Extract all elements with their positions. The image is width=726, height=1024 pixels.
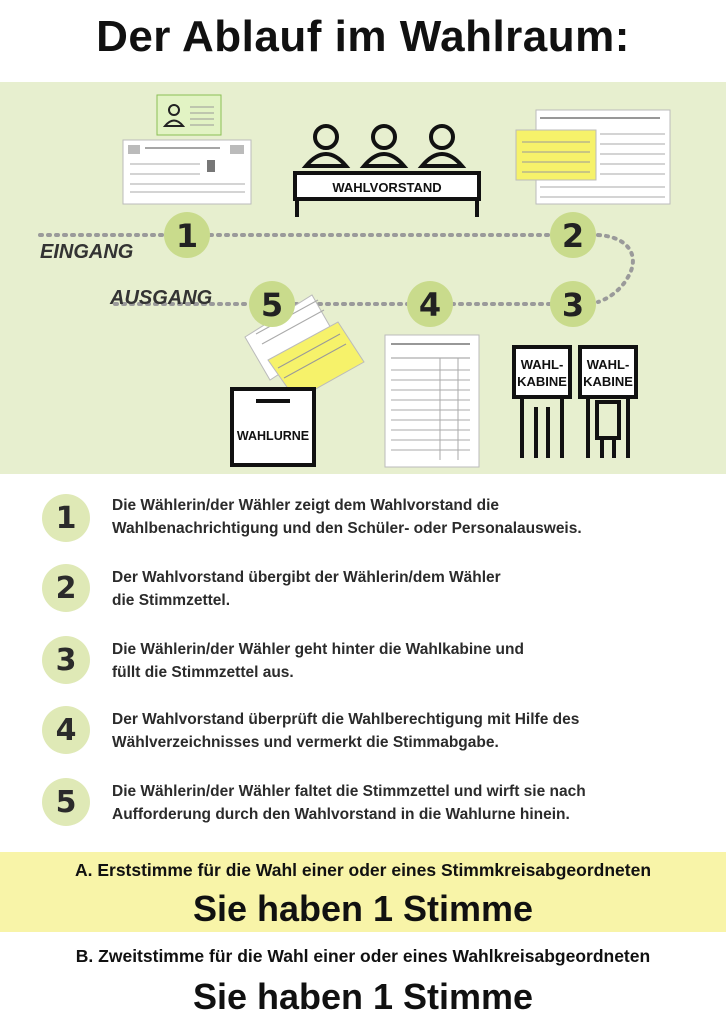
step-item-5 <box>0 778 726 838</box>
entrance-label: EINGANG <box>40 241 134 263</box>
step-item-1 <box>0 494 726 554</box>
diagram-step-4-number: 4 <box>418 286 442 324</box>
voter-register-icon <box>385 335 479 467</box>
exit-label: AUSGANG <box>110 287 213 309</box>
diagram-step-2 <box>550 212 596 258</box>
step-description-line2: Aufforderung durch den Wahlvorstand in die Wahlurne hinein. <box>112 806 570 823</box>
id-card-icon <box>157 95 221 135</box>
diagram-step-1 <box>164 212 210 258</box>
step-description <box>112 494 702 540</box>
step-description <box>112 708 702 754</box>
election-board-label: WAHLVORSTAND <box>332 180 442 195</box>
step-item-2 <box>0 564 726 624</box>
step-item-4 <box>0 706 726 766</box>
voting-booth-label-2-line2: KABINE <box>583 374 633 389</box>
process-diagram-svg <box>0 82 726 474</box>
step-description-line2: die Stimmzettel. <box>112 592 230 609</box>
polling-process-diagram <box>0 82 726 474</box>
diagram-step-5-number: 5 <box>260 286 284 324</box>
step-number-badge: 1 <box>42 494 90 542</box>
diagram-step-5 <box>249 281 295 327</box>
step-number-badge: 4 <box>42 706 90 754</box>
first-vote-section <box>0 852 726 932</box>
step-description-line2: füllt die Stimmzettel aus. <box>112 664 294 681</box>
second-vote-count: Sie haben 1 Stimme <box>192 976 534 1017</box>
steps-list <box>0 474 726 854</box>
step-description-line1: Die Wählerin/der Wähler zeigt dem Wahlvorstand die <box>112 497 499 514</box>
first-vote-heading: A. Erststimme für die Wahl einer oder eines Stimmkreisabgeordneten <box>74 860 652 880</box>
step-description-line1: Die Wählerin/der Wähler faltet die Stimmzettel und wirft sie nach <box>112 783 586 800</box>
step-item-3 <box>0 636 726 696</box>
ballot-papers-icon <box>516 110 670 204</box>
ballot-box-icon <box>232 389 314 465</box>
ballot-box-label: WAHLURNE <box>236 429 310 443</box>
diagram-step-1-number: 1 <box>175 217 199 255</box>
voting-booth-label-1-line1: WAHL- <box>520 357 564 372</box>
step-description-line1: Der Wahlvorstand überprüft die Wahlberechtigung mit Hilfe des <box>112 711 580 728</box>
step-number-badge: 5 <box>42 778 90 826</box>
step-number-badge: 3 <box>42 636 90 684</box>
diagram-step-3-number: 3 <box>561 286 585 324</box>
voting-booth-label-1-line2: KABINE <box>517 374 567 389</box>
step-description-line1: Die Wählerin/der Wähler geht hinter die Wahlkabine und <box>112 641 524 658</box>
step-description <box>112 780 702 826</box>
step-description-line1: Der Wahlvorstand übergibt der Wählerin/dem Wähler <box>112 569 501 586</box>
step-description-line2: Wahlbenachrichtigung und den Schüler- oder Personalausweis. <box>112 520 582 537</box>
step-description <box>112 566 702 612</box>
election-board-icon <box>295 126 479 217</box>
step-number-badge: 2 <box>42 564 90 612</box>
voting-booth-label-2-line1: WAHL- <box>586 357 630 372</box>
step-description-line2: Wählverzeichnisses und vermerkt die Stimmabgabe. <box>112 734 499 751</box>
second-vote-heading: B. Zweitstimme für die Wahl einer oder eines Wahlkreisabgeordneten <box>75 946 651 966</box>
diagram-step-4 <box>407 281 453 327</box>
step-description <box>112 638 702 684</box>
first-vote-count: Sie haben 1 Stimme <box>192 888 534 929</box>
second-vote-section <box>0 932 726 1024</box>
page-title: Der Ablauf im Wahlraum: <box>96 12 630 61</box>
voting-notification-card-icon <box>123 140 251 204</box>
diagram-step-2-number: 2 <box>561 217 585 255</box>
diagram-step-3 <box>550 281 596 327</box>
